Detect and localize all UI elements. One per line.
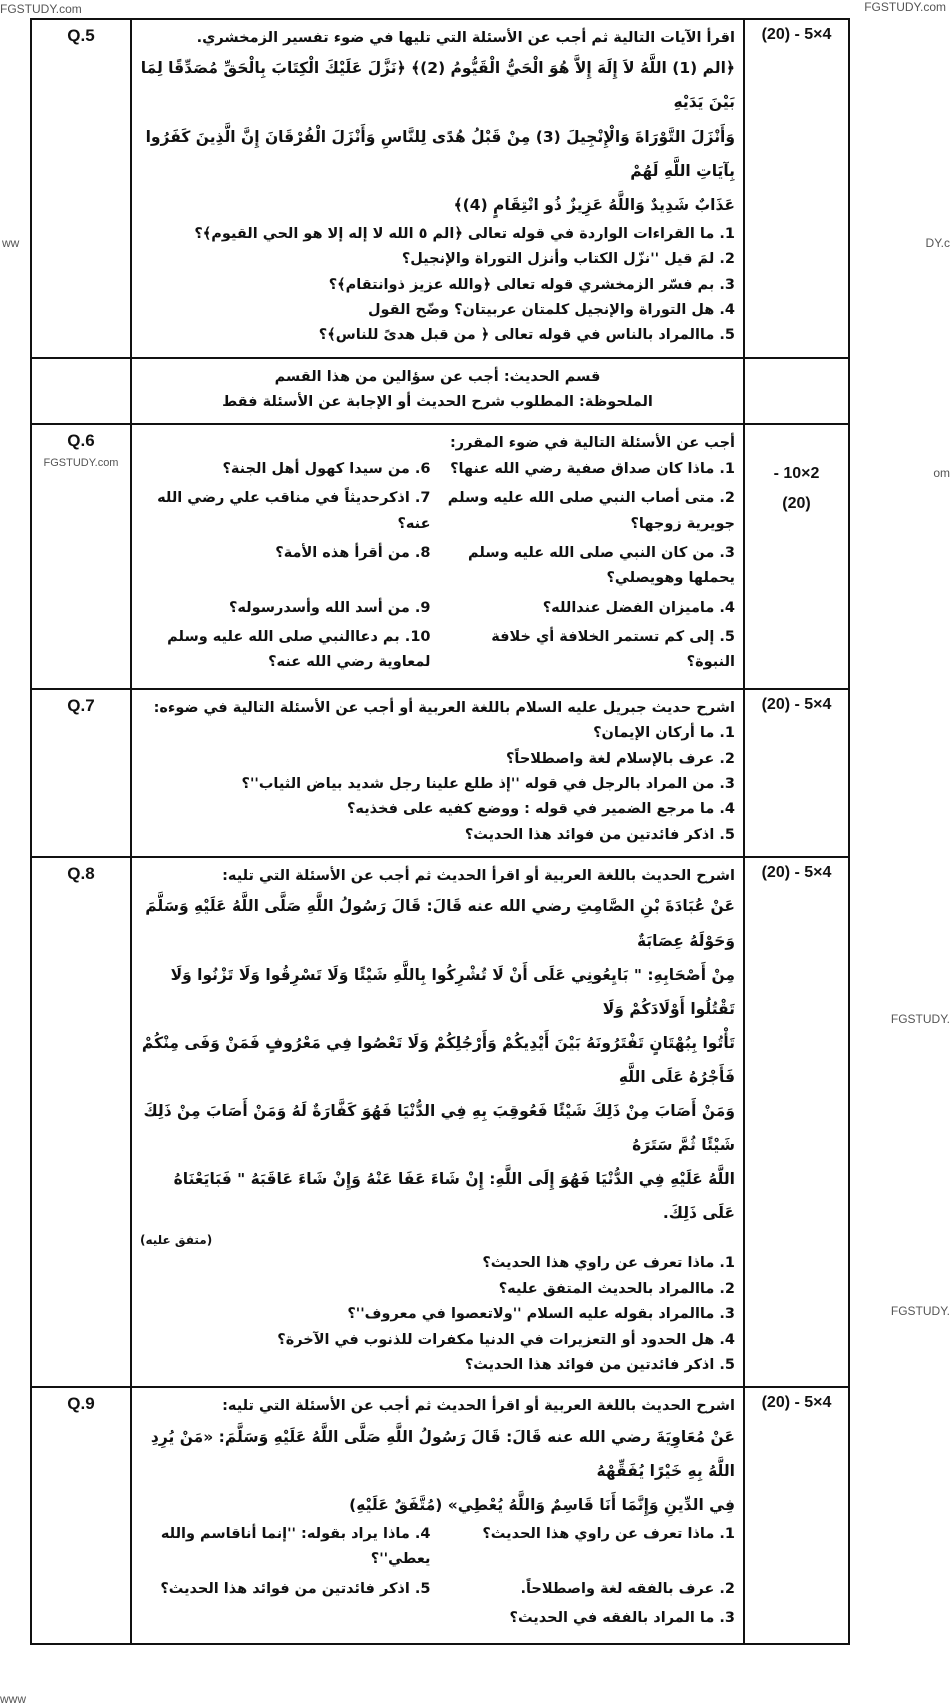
question-item: 1. ما القراءات الواردة في قوله تعالى ﴿الم ٥ الله لا إله إلا هو الحي القيوم﴾؟ xyxy=(194,225,735,242)
question-item: 6. من سيدا كهول أهل الجنة؟ xyxy=(222,460,431,477)
label-cell xyxy=(32,425,132,687)
hadith-source: (متفق عليه) xyxy=(140,1233,213,1248)
question-item: 2. متى أصاب النبي صلى الله عليه وسلم جويرية زوجها؟ xyxy=(447,490,735,532)
question-6 xyxy=(32,423,848,687)
question-label: Q.7 xyxy=(67,695,95,715)
watermark: DY.c xyxy=(925,236,950,250)
section-title: قسم الحديث: أجب عن سؤالين من هذا القسم xyxy=(274,368,601,385)
marks-cell xyxy=(745,425,848,687)
label-cell xyxy=(32,690,132,856)
question-item: 2. ماالمراد بالحديث المتفق عليه؟ xyxy=(498,1280,735,1297)
question-grid xyxy=(140,457,735,680)
hadith-section-header xyxy=(32,357,848,424)
question-item: 5. اذكر فائدتين من فوائد هذا الحديث؟ xyxy=(160,1580,431,1597)
watermark: FGSTUDY. xyxy=(890,1304,950,1318)
question-item: 10. بم دعاالنبي صلى الله عليه وسلم لمعاوية رضي الله عنه؟ xyxy=(167,629,431,671)
question-item: 5. ماالمراد بالناس في قوله تعالى ﴿ من قبل هدىً للناس﴾؟ xyxy=(318,327,735,344)
content-cell xyxy=(132,20,745,357)
hadith-line: عَنْ مُعَاوِيَةَ رضي الله عنه قَالَ: قَالَ رَسُولُ اللَّهِ صَلَّى اللَّهُ عَلَيْهِ وَسَلَّمَ: «مَنْ يُرِدِ اللَّهُ بِهِ خَيْرًا يُفَقِّهْهُ xyxy=(150,1427,735,1480)
hadith-line: عَنْ عُبَادَةَ بْنِ الصَّامِتِ رضي الله عنه قَالَ: قَالَ رَسُولُ اللَّهِ صَلَّى اللَّهُ عَلَيْهِ وَسَلَّمَ وَحَوْلَهُ عِصَابَةٌ xyxy=(145,897,735,950)
question-item: 1. ماذا تعرف عن راوي هذا الحديث؟ xyxy=(482,1525,735,1542)
content-cell xyxy=(132,425,745,687)
watermark: om xyxy=(933,466,950,480)
marks: (20) - 5×4 xyxy=(761,1394,832,1412)
hadith-line: فِي الدِّينِ وَإِنَّمَا أَنَا قَاسِمٌ وَاللَّهُ يُعْطِي» (مُتَّفَقٌ عَلَيْهِ) xyxy=(349,1495,735,1514)
question-9 xyxy=(32,1386,848,1643)
watermark: FGSTUDY.com xyxy=(864,0,946,14)
content-cell xyxy=(132,858,745,1386)
question-item: 4. هل التوراة والإنجيل كلمتان عربيتان؟ وضّح القول xyxy=(367,301,735,318)
watermark: FGSTUDY.com xyxy=(0,2,82,16)
marks: (20) - 5×4 xyxy=(761,26,832,43)
watermark: FGSTUDY. xyxy=(890,1012,950,1026)
question-item: 2. عرف بالإسلام لغة واصطلاحاً؟ xyxy=(505,750,735,767)
watermark: www xyxy=(0,1692,26,1706)
question-item: 4. ماميزان الفضل عندالله؟ xyxy=(542,599,735,616)
label-cell xyxy=(32,20,132,357)
content-cell xyxy=(132,359,745,424)
marks-cell xyxy=(745,20,848,357)
question-item: 4. ما مرجع الضمير في قوله : ووضع كفيه على فخذيه؟ xyxy=(347,801,735,818)
question-item: 2. لمَ قيل ''نزّل الكتاب وأنزل التوراة والإنجيل؟ xyxy=(401,251,735,268)
question-item: 4. ماذا يراد بقوله: ''إنما أناقاسم والله يعطي''؟ xyxy=(160,1525,431,1568)
content-cell xyxy=(132,1388,745,1643)
marks-cell xyxy=(745,1388,848,1643)
question-label: Q.6 xyxy=(67,431,95,451)
content-cell xyxy=(132,690,745,856)
marks-cell xyxy=(745,690,848,856)
question-item: 5. اذكر فائدتين من فوائد هذا الحديث؟ xyxy=(464,826,735,843)
question-item: 3. من المراد بالرجل في قوله ''إذ طلع علينا رجل شديد بياض الثياب''؟ xyxy=(241,775,735,792)
hadith-line: وَمَنْ أَصَابَ مِنْ ذَلِكَ شَيْئًا فَعُوقِبَ بِهِ فِي الدُّنْيَا فَهُوَ كَفَّارَةٌ لَهُ وَمَنْ أَصَابَ مِنْ ذَلِكَ شَيْئًا ثُمَّ سَتَرَهُ xyxy=(143,1102,735,1155)
marks: (20) xyxy=(782,495,811,513)
marks: - 10×2 xyxy=(773,465,820,483)
instructions: أجب عن الأسئلة التالية في ضوء المقرر: xyxy=(449,435,735,452)
question-label: Q.5 xyxy=(67,26,95,45)
instructions: اقرأ الآيات التالية ثم أجب عن الأسئلة التي تليها في ضوء تفسير الزمخشري. xyxy=(196,30,735,46)
question-5 xyxy=(32,20,848,357)
hadith-line: مِنْ أَصْحَابِهِ: " بَايِعُونِي عَلَى أَنْ لَا تُشْرِكُوا بِاللَّهِ شَيْئًا وَلَا تَسْرِقُوا وَلَا تَزْنُوا وَلَا تَقْتُلُوا أَوْلَادَكُمْ وَلَا xyxy=(170,965,735,1018)
marks: (20) - 5×4 xyxy=(761,695,832,713)
label-cell xyxy=(32,359,132,424)
question-item: 3. ما المراد بالفقه في الحديث؟ xyxy=(509,1610,735,1627)
question-item: 7. اذكرحديثاً في مناقب علي رضي الله عنه؟ xyxy=(157,490,431,532)
question-item: 8. من أقرأ هذه الأمة؟ xyxy=(275,544,431,561)
verse-line: عَذَابٌ شَدِيدٌ وَاللَّهُ عَزِيزٌ ذُو انْتِقَامٍ (4)﴾ xyxy=(453,195,735,214)
question-item: 9. من أسد الله وأسدرسوله؟ xyxy=(228,599,431,616)
hadith-line: تَأْتُوا بِبُهْتَانٍ تَفْتَرُونَهُ بَيْنَ أَيْدِيكُمْ وَأَرْجُلِكُمْ وَلَا تَعْصُوا فِي مَعْرُوفٍ فَمَنْ وَفَى مِنْكُمْ فَأَجْرُهُ عَلَى اللَّهِ xyxy=(141,1033,735,1086)
question-item: 3. من كان النبي صلى الله عليه وسلم يحملها وهويصلي؟ xyxy=(468,544,735,587)
instructions: اشرح الحديث باللغة العربية أو اقرأ الحديث ثم أجب عن الأسئلة التي تليه: xyxy=(222,1398,735,1415)
question-grid xyxy=(140,1522,735,1636)
question-7 xyxy=(32,688,848,856)
question-item: 2. عرف بالفقه لغة واصطلاحاً. xyxy=(520,1580,735,1597)
section-note: الملحوظة: المطلوب شرح الحديث أو الإجابة عن الأسئلة فقط xyxy=(222,394,653,411)
exam-table xyxy=(30,18,850,1645)
question-item: 1. ماذا تعرف عن راوي هذا الحديث؟ xyxy=(482,1255,735,1272)
question-item: 5. اذكر فائدتين من فوائد هذا الحديث؟ xyxy=(464,1356,735,1373)
question-item: 5. إلى كم تستمر الخلافة أي خلافة النبوة؟ xyxy=(491,629,735,671)
label-cell xyxy=(32,858,132,1386)
instructions: اشرح الحديث باللغة العربية أو اقرأ الحديث ثم أجب عن الأسئلة التي تليه: xyxy=(222,868,735,885)
question-label: Q.8 xyxy=(67,864,95,884)
question-item: 3. بم فسّر الزمخشري قوله تعالى ﴿والله عزيز ذوانتقام﴾؟ xyxy=(328,276,735,293)
question-8 xyxy=(32,856,848,1386)
question-label: Q.9 xyxy=(67,1394,95,1414)
instructions: اشرح حديث جبريل عليه السلام باللغة العربية أو أجب عن الأسئلة التالية في ضوءه: xyxy=(153,699,735,716)
marks-cell xyxy=(745,359,848,424)
watermark: FGSTUDY.com xyxy=(43,457,119,470)
verse-line: وَأَنْزَلَ التَّوْرَاةَ وَالْإِنْجِيلَ (3) مِنْ قَبْلُ هُدًى لِلنَّاسِ وَأَنْزَلَ الْفُرْقَانَ إِنَّ الَّذِينَ كَفَرُوا بِآيَاتِ اللَّهِ لَهُمْ xyxy=(145,127,735,180)
label-cell xyxy=(32,1388,132,1643)
question-item: 1. ماذا كان صداق صفية رضي الله عنها؟ xyxy=(450,460,735,477)
verse-line: ﴿الم (1) اللَّهُ لاَ إِلَهَ إِلاَّ هُوَ الْحَيُّ الْقَيُّومُ (2)﴾ ﴿نَزَّلَ عَلَيْكَ الْكِتَابَ بِالْحَقِّ مُصَدِّقًا لِمَا بَيْنَ يَدَيْهِ xyxy=(140,59,735,112)
question-item: 3. ماالمراد بقوله عليه السلام ''ولاتعصوا في معروف''؟ xyxy=(347,1306,735,1323)
question-item: 1. ما أركان الإيمان؟ xyxy=(593,725,735,742)
watermark: ww xyxy=(2,236,20,250)
question-item: 4. هل الحدود أو التعزيرات في الدنيا مكفرات للذنوب في الآخرة؟ xyxy=(277,1331,735,1348)
marks: (20) - 5×4 xyxy=(761,864,832,882)
hadith-line: اللَّهُ عَلَيْهِ فِي الدُّنْيَا فَهُوَ إِلَى اللَّهِ: إِنْ شَاءَ عَفَا عَنْهُ وَإِنْ شَاءَ عَاقَبَهُ " فَبَايَعْنَاهُ عَلَى ذَلِكَ. xyxy=(173,1170,735,1223)
marks-cell xyxy=(745,858,848,1386)
